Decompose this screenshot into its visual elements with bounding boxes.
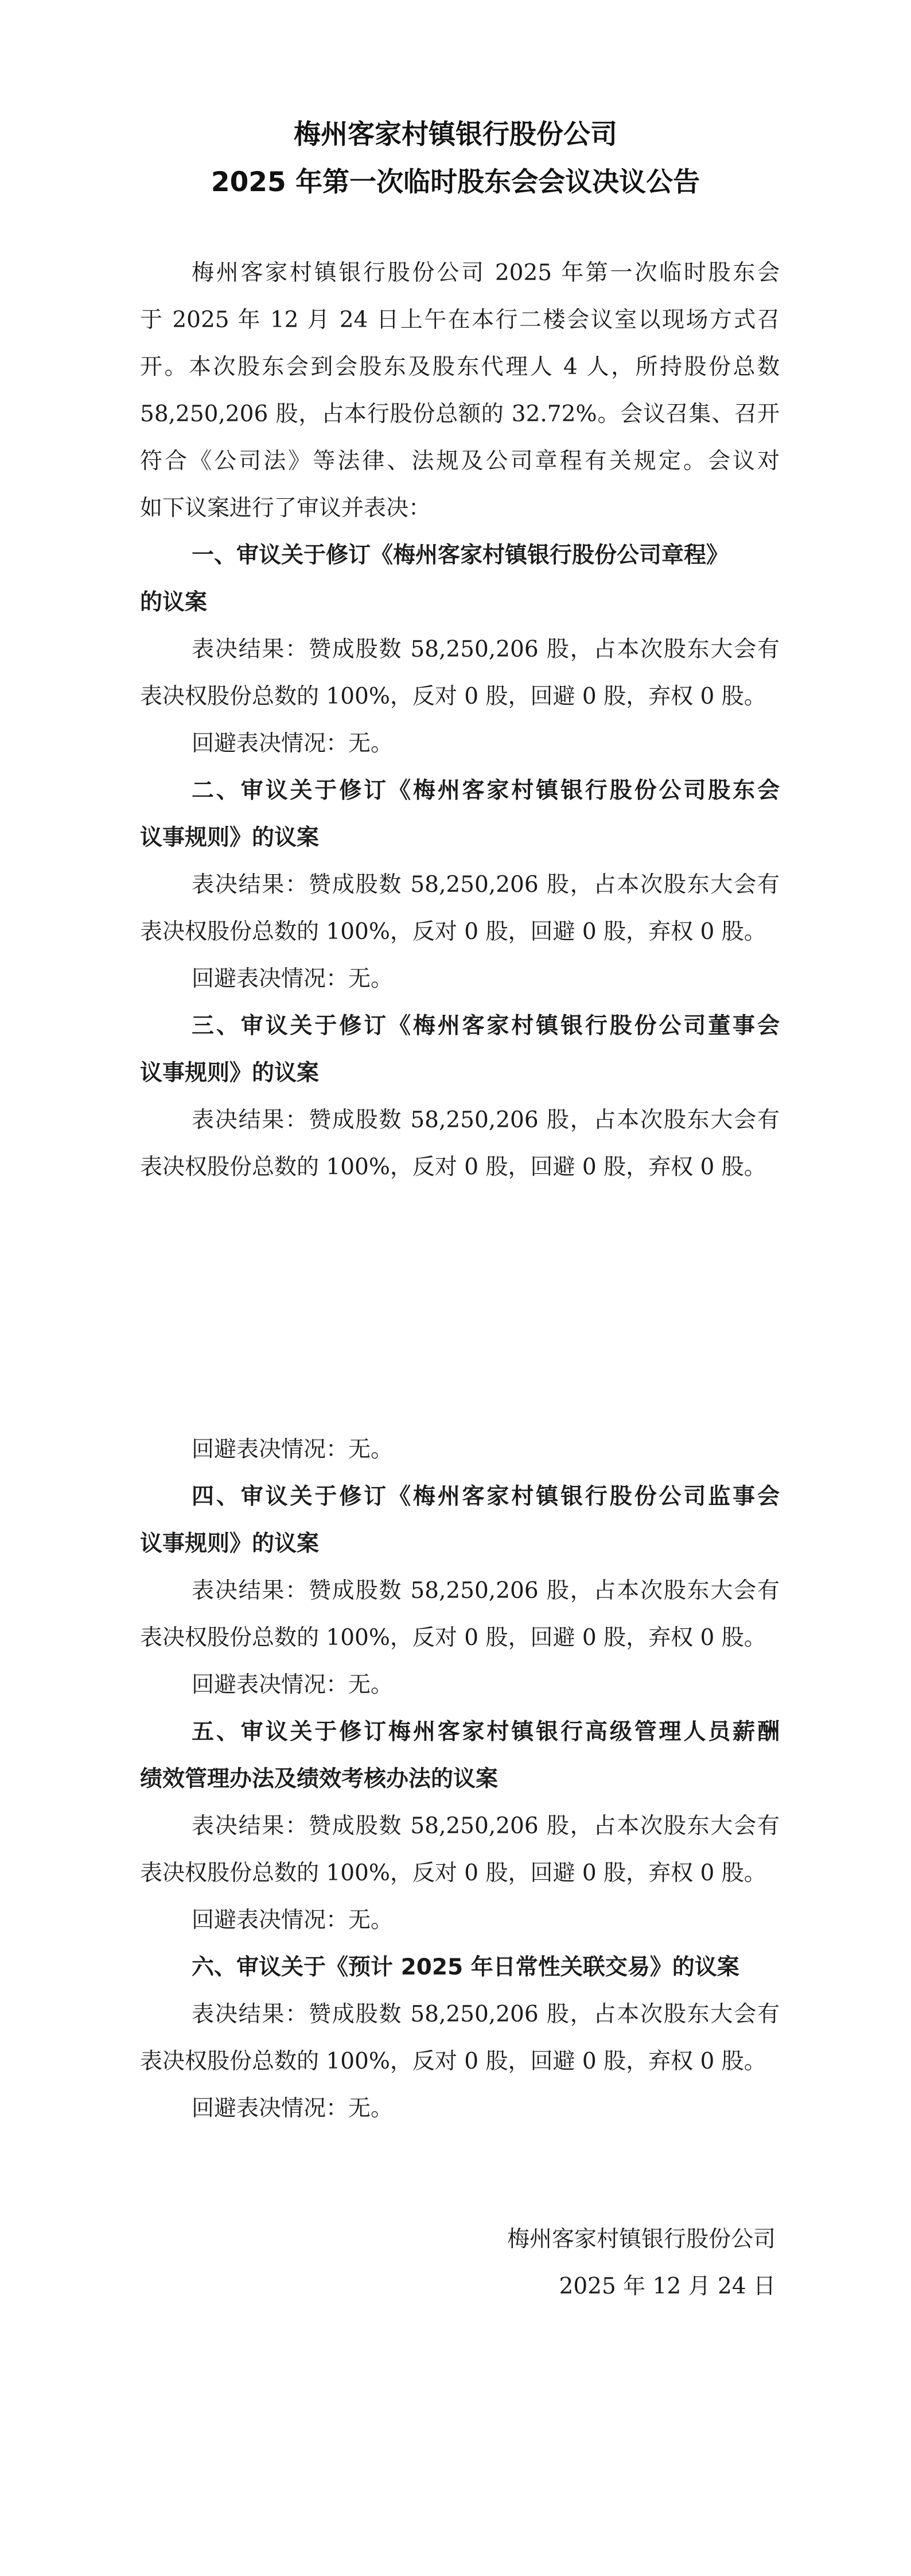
document-title: 梅州客家村镇银行股份公司 — [294, 119, 617, 150]
signature-company: 梅州客家村镇银行股份公司 — [507, 2226, 776, 2252]
vote-result: 表决权股份总数的 100%，反对 0 股，回避 0 股，弃权 0 股。 — [140, 1154, 766, 1180]
signature-date: 2025 年 12 月 24 日 — [559, 2274, 776, 2299]
recusal-status: 回避表决情况：无。 — [192, 966, 394, 992]
vote-result: 表决权股份总数的 100%，反对 0 股，回避 0 股，弃权 0 股。 — [140, 684, 766, 709]
vote-result: 表决结果：赞成股数 58,250,206 股，占本次股东大会有 — [192, 2001, 780, 2027]
intro-line: 58,250,206 股，占本行股份总额的 32.72%。会议召集、召开 — [140, 401, 780, 427]
vote-result: 表决结果：赞成股数 58,250,206 股，占本次股东大会有 — [192, 1578, 780, 1604]
motion-heading: 议事规则》的议案 — [140, 1531, 320, 1557]
intro-line: 如下议案进行了审议并表决： — [140, 495, 431, 521]
motion-heading: 议事规则》的议案 — [140, 1060, 320, 1086]
motion-heading: 五、审议关于修订梅州客家村镇银行高级管理人员薪酬 — [192, 1719, 780, 1745]
recusal-status: 回避表决情况：无。 — [192, 1907, 394, 1933]
intro-line: 符合《公司法》等法律、法规及公司章程有关规定。会议对 — [140, 448, 780, 474]
motion-heading: 三、审议关于修订《梅州客家村镇银行股份公司董事会 — [192, 1013, 780, 1039]
motion-heading: 六、审议关于《预计 2025 年日常性关联交易》的议案 — [192, 1954, 739, 1980]
vote-result: 表决结果：赞成股数 58,250,206 股，占本次股东大会有 — [192, 1813, 780, 1839]
vote-result: 表决权股份总数的 100%，反对 0 股，回避 0 股，弃权 0 股。 — [140, 919, 766, 945]
motion-heading: 四、审议关于修订《梅州客家村镇银行股份公司监事会 — [192, 1484, 780, 1510]
motion-heading: 议事规则》的议案 — [140, 825, 320, 851]
vote-result: 表决结果：赞成股数 58,250,206 股，占本次股东大会有 — [192, 1107, 780, 1133]
intro-line: 开。本次股东会到会股东及股东代理人 4 人，所持股份总数 — [140, 354, 780, 380]
motion-heading: 绩效管理办法及绩效考核办法的议案 — [140, 1766, 499, 1792]
motion-heading: 二、审议关于修订《梅州客家村镇银行股份公司股东会 — [192, 778, 780, 804]
recusal-status: 回避表决情况：无。 — [192, 1437, 394, 1462]
intro-line: 于 2025 年 12 月 24 日上午在本行二楼会议室以现场方式召 — [140, 307, 780, 333]
vote-result: 表决权股份总数的 100%，反对 0 股，回避 0 股，弃权 0 股。 — [140, 2049, 766, 2074]
motion-heading: 的议案 — [140, 589, 208, 615]
vote-result: 表决结果：赞成股数 58,250,206 股，占本次股东大会有 — [192, 637, 780, 662]
vote-result: 表决权股份总数的 100%，反对 0 股，回避 0 股，弃权 0 股。 — [140, 1860, 766, 1886]
vote-result: 表决权股份总数的 100%，反对 0 股，回避 0 股，弃权 0 股。 — [140, 1625, 766, 1651]
vote-result: 表决结果：赞成股数 58,250,206 股，占本次股东大会有 — [192, 872, 780, 898]
motion-heading: 一、审议关于修订《梅州客家村镇银行股份公司章程》 — [192, 542, 729, 568]
intro-line: 梅州客家村镇银行股份公司 2025 年第一次临时股东会 — [192, 260, 780, 286]
recusal-status: 回避表决情况：无。 — [192, 1672, 394, 1698]
document-subtitle: 2025 年第一次临时股东会会议决议公告 — [211, 166, 700, 198]
recusal-status: 回避表决情况：无。 — [192, 2096, 394, 2121]
recusal-status: 回避表决情况：无。 — [192, 731, 394, 756]
